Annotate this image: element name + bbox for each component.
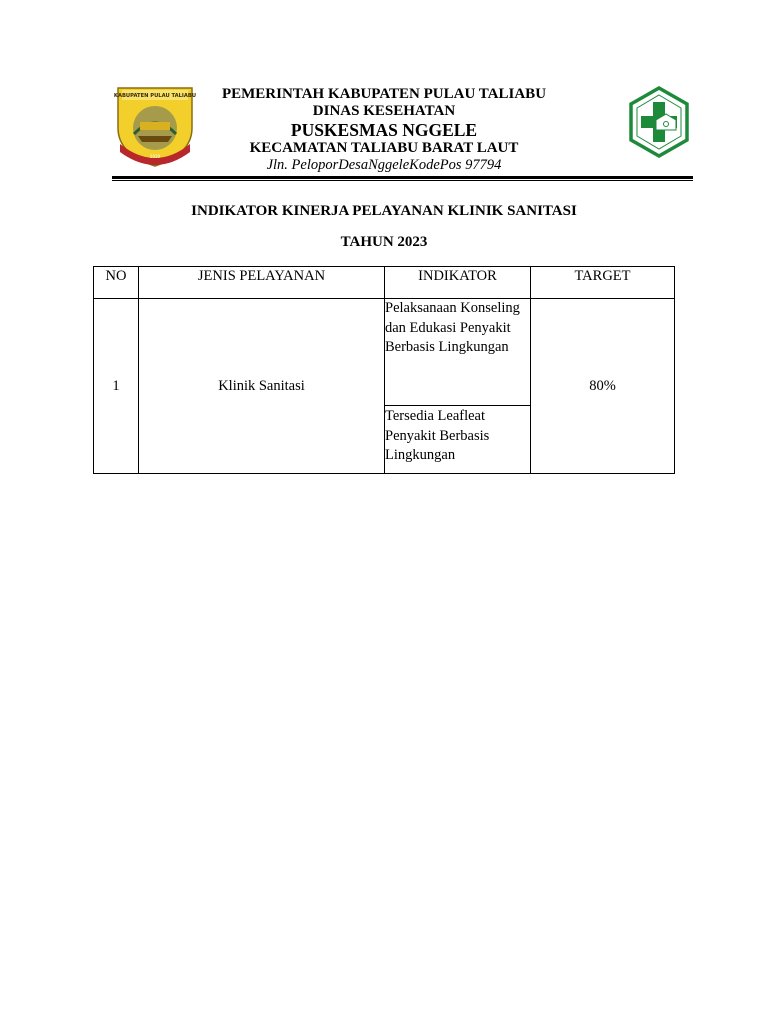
department-name: DINAS KESEHATAN xyxy=(312,103,456,119)
table-header-row xyxy=(94,267,675,299)
cell-target: 80% xyxy=(531,299,675,474)
cell-service-type: Klinik Sanitasi xyxy=(139,299,385,474)
address-line: Jln. PeloporDesaNggeleKodePos 97794 xyxy=(266,157,502,173)
svg-text:2019: 2019 xyxy=(149,154,161,159)
institution-name: PUSKESMAS NGGELE xyxy=(290,120,478,140)
letterhead-rule-thick xyxy=(112,176,693,179)
cell-indicator-1: Pelaksanaan Konseling dan Edukasi Penyakit Berbasis Lingkungan xyxy=(385,299,531,406)
puskesmas-logo-icon xyxy=(628,86,690,158)
cell-indicator-2: Tersedia Leafleat Penyakit Berbasis Lingkungan xyxy=(385,406,531,474)
letterhead-rule-thin xyxy=(112,180,693,181)
header-service-type: JENIS PELAYANAN xyxy=(139,267,385,299)
cell-no: 1 xyxy=(94,299,139,474)
table-row xyxy=(94,299,675,406)
header-target: TARGET xyxy=(531,267,675,299)
indicator-table xyxy=(93,266,675,474)
regency-emblem-logo xyxy=(112,82,198,168)
document-title: INDIKATOR KINERJA PELAYANAN KLINIK SANITASI xyxy=(191,203,577,219)
header-no: NO xyxy=(94,267,139,299)
district-name: KECAMATAN TALIABU BARAT LAUT xyxy=(249,140,519,156)
header-indicator: INDIKATOR xyxy=(385,267,531,299)
government-name: PEMERINTAH KABUPATEN PULAU TALIABU xyxy=(221,86,547,102)
letterhead xyxy=(200,86,568,174)
svg-text:KABUPATEN PULAU TALIABU: KABUPATEN PULAU TALIABU xyxy=(113,93,197,99)
document-year: TAHUN 2023 xyxy=(340,234,428,250)
